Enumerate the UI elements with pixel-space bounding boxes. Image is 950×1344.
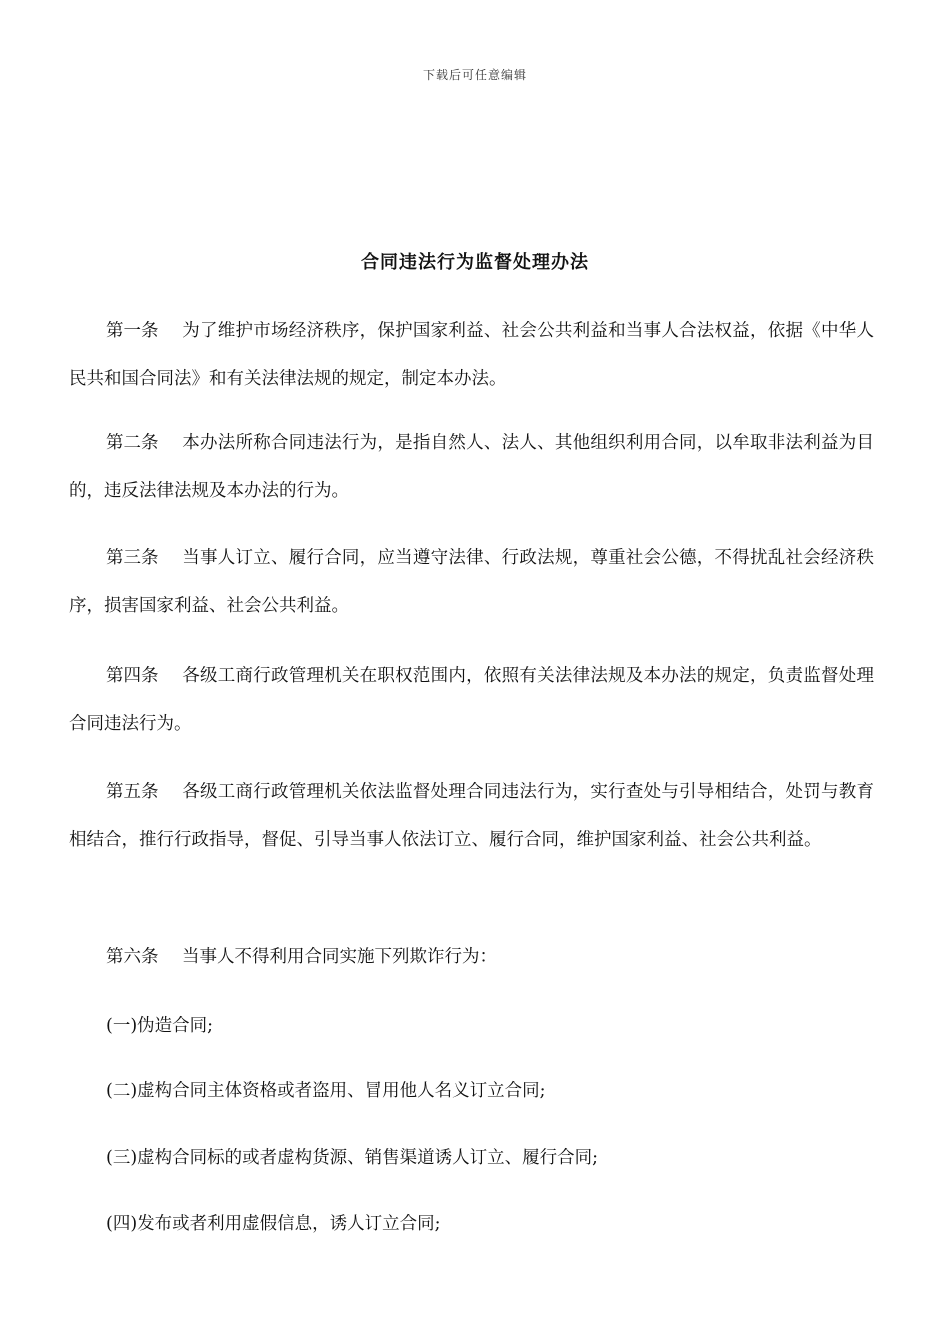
article-4 xyxy=(69,652,874,748)
article-label: 第三条 xyxy=(106,548,159,568)
article-2 xyxy=(69,419,874,515)
article-6 xyxy=(69,933,874,981)
article-3 xyxy=(69,534,874,630)
document-title: 合同违法行为监督处理办法 xyxy=(361,252,589,273)
list-item: (二)虚构合同主体资格或者盗用、冒用他人名义订立合同; xyxy=(106,1081,546,1101)
header-note: 下载后可任意编辑 xyxy=(422,68,527,82)
list-item: (一)伪造合同; xyxy=(106,1016,214,1036)
list-item: (三)虚构合同标的或者虚构货源、销售渠道诱人订立、履行合同; xyxy=(106,1148,599,1168)
article-text: 当事人不得利用合同实施下列欺诈行为： xyxy=(182,947,497,967)
article-1 xyxy=(69,307,874,403)
article-text: 为了维护市场经济秩序，保护国家利益、社会公共利益和当事人合法权益，依据《中华人民共和国合同法》和有关法律法规的规定，制定本办法。 xyxy=(69,321,874,389)
article-text: 各级工商行政管理机关在职权范围内，依照有关法律法规及本办法的规定，负责监督处理合同违法行为。 xyxy=(69,666,874,734)
article-text: 各级工商行政管理机关依法监督处理合同违法行为，实行查处与引导相结合，处罚与教育相结合，推行行政指导，督促、引导当事人依法订立、履行合同，维护国家利益、社会公共利益。 xyxy=(69,782,874,850)
article-label: 第五条 xyxy=(106,782,159,802)
list-item: (四)发布或者利用虚假信息，诱人订立合同; xyxy=(106,1214,441,1234)
article-label: 第一条 xyxy=(106,321,159,341)
article-label: 第四条 xyxy=(106,666,159,686)
article-text: 当事人订立、履行合同，应当遵守法律、行政法规，尊重社会公德，不得扰乱社会经济秩序，损害国家利益、社会公共利益。 xyxy=(69,548,874,616)
article-label: 第六条 xyxy=(106,947,159,967)
article-5 xyxy=(69,768,874,864)
article-label: 第二条 xyxy=(106,433,159,453)
article-text: 本办法所称合同违法行为，是指自然人、法人、其他组织利用合同，以牟取非法利益为目的，违反法律法规及本办法的行为。 xyxy=(69,433,874,501)
